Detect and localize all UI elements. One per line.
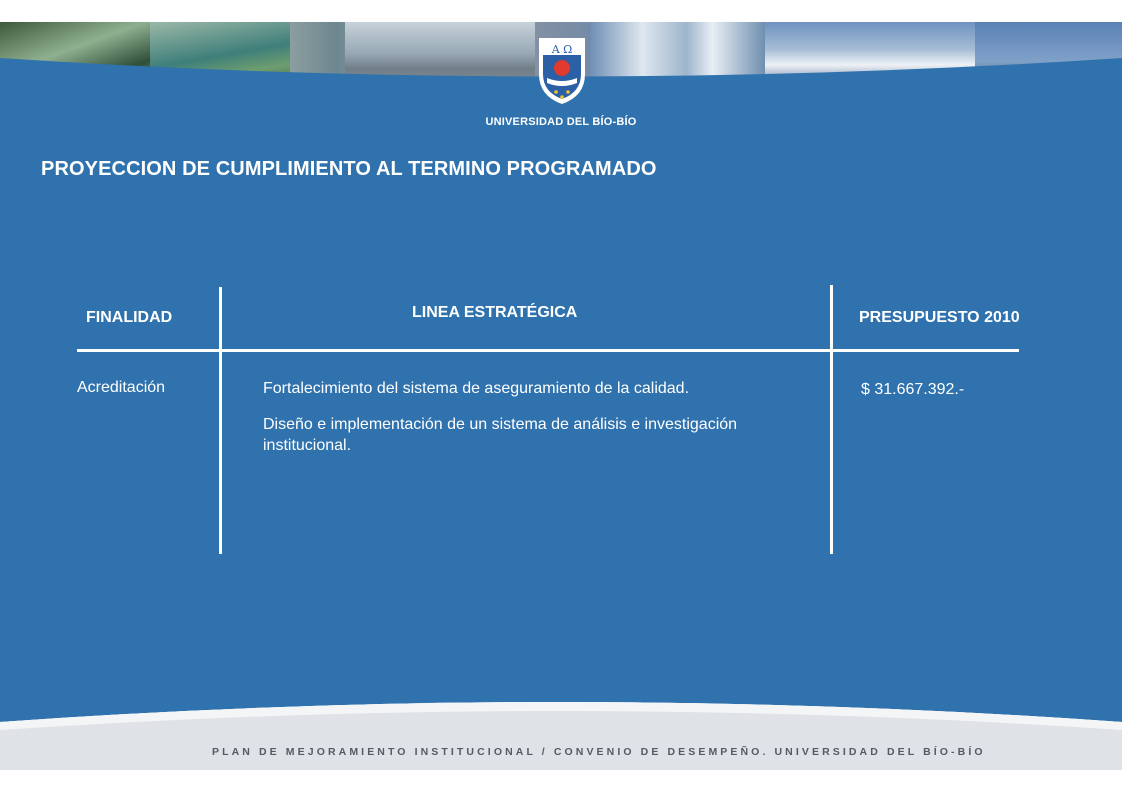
column-header-presupuesto: PRESUPUESTO 2010 xyxy=(859,309,1020,326)
university-name: UNIVERSIDAD DEL BÍO-BÍO xyxy=(485,116,637,128)
university-crest-icon xyxy=(535,34,589,106)
column-header-linea-estrategica: LINEA ESTRATÉGICA xyxy=(412,304,578,321)
linea-item-1: Fortalecimiento del sistema de aseguramiento de la calidad. xyxy=(263,380,690,397)
page-title: PROYECCION DE CUMPLIMIENTO AL TERMINO PROGRAMADO xyxy=(41,158,657,180)
svg-text:A Ω: A Ω xyxy=(551,43,573,56)
finalidad-value: Acreditación xyxy=(77,379,166,396)
column-divider-left xyxy=(219,287,222,554)
column-header-finalidad: FINALIDAD xyxy=(86,309,173,326)
presupuesto-value: $ 31.667.392.- xyxy=(861,381,965,398)
linea-item-2: Diseño e implementación de un sistema de análisis e investigación institucional. xyxy=(263,416,738,454)
column-divider-right xyxy=(830,285,833,554)
footer-text: PLAN DE MEJORAMIENTO INSTITUCIONAL / CONVENIO DE DESEMPEÑO. UNIVERSIDAD DEL BÍO-BÍO xyxy=(212,746,986,758)
